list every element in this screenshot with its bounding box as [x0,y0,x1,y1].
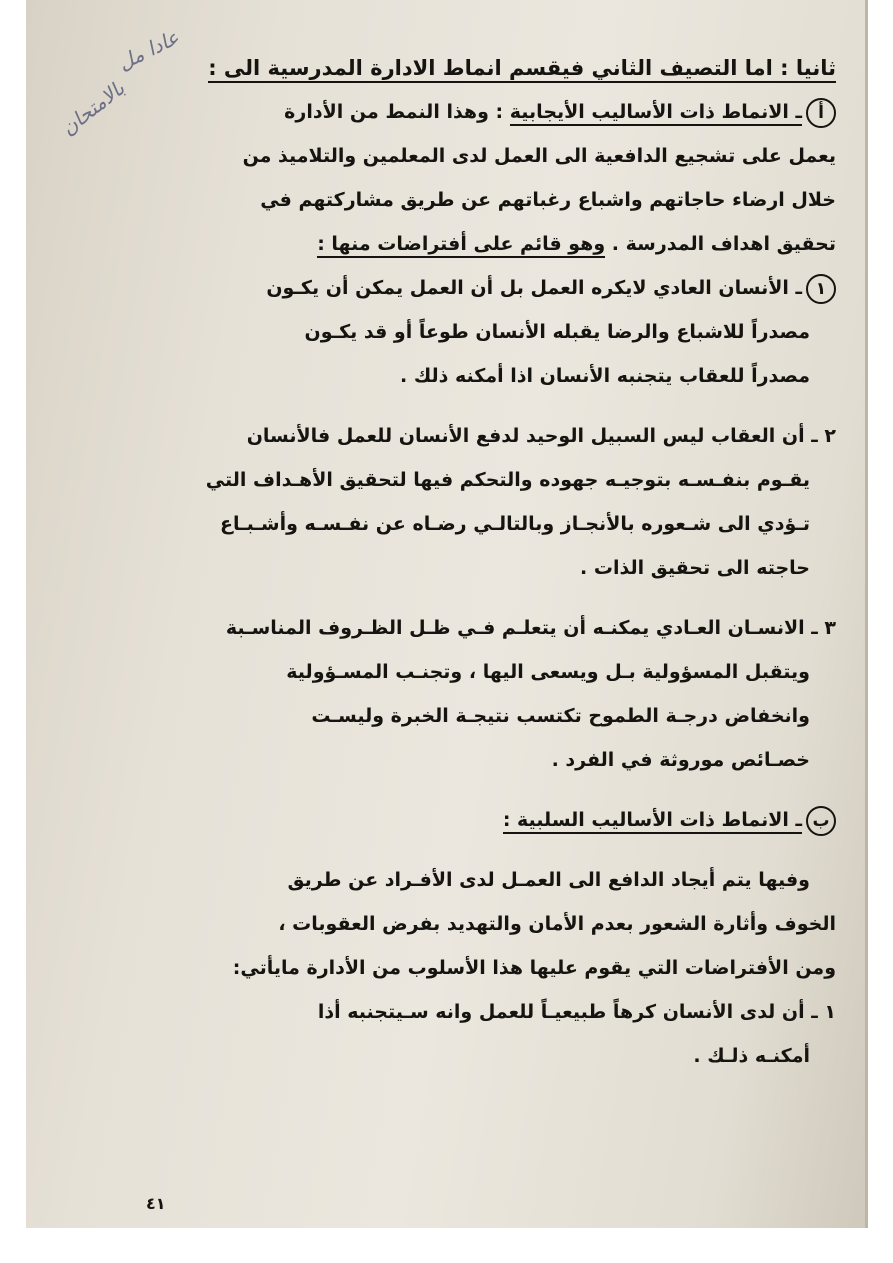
spacer [116,398,836,414]
section-b-marker: ب [806,806,836,836]
list-item-line: خصـائص موروثة في الفرد . [551,749,810,771]
list-item-marker: ١ [806,274,836,304]
spacer [116,782,836,798]
page-heading [116,46,836,90]
list-item-line: أمكنـه ذلـك . [693,1045,810,1067]
list-item-line: ويتقبل المسؤولية بـل ويسعى اليها ، وتجنـب المسـؤولية [286,661,810,683]
paragraph-line: يعمل على تشجيع الدافعية الى العمل لدى المعلمين والتلاميذ من [242,145,836,167]
paragraph-line: خلال ارضاء حاجاتهم واشباع رغباتهم عن طريق مشاركتهم في [260,189,836,211]
section-a-title: ـ الانماط ذات الأساليب الأيجابية [510,101,802,126]
page-number: ٤١ [146,1194,166,1213]
list-item-first-line [116,266,836,310]
section-b-title-line [116,798,836,842]
paragraph-line: الخوف وأثارة الشعور بعدم الأمان والتهديد بفرض العقوبات ، [278,913,836,935]
list-item-line: ٣ ـ الانسـان العـادي يمكنـه أن يتعلـم فـي ظـل الظـروف المناسـبة [225,617,836,639]
list-item-line: حاجته الى تحقيق الذات . [580,557,810,579]
scanned-page [26,0,868,1228]
list-item-line: ٢ ـ أن العقاب ليس السبيل الوحيد لدفع الأنسان للعمل فالأنسان [246,425,836,447]
section-a-marker: أ [806,98,836,128]
list-item-line: ١ ـ أن لدى الأنسان كرهاً طبيعيـاً للعمل وانه سـيتجنبه أذا [317,1001,836,1023]
page-body [116,46,836,1078]
paragraph-line-text: تحقيق اهداف المدرسة . [611,233,836,255]
list-item-line: مصدراً للعقاب يتجنبه الأنسان اذا أمكنه ذلك . [399,365,810,387]
list-item-line: مصدراً للاشباع والرضا يقبله الأنسان طوعاً أو قد يكـون [304,321,810,343]
spacer [116,590,836,606]
assumptions-lead: وهو قائم على أفتراضات منها : [317,233,605,258]
section-a-intro-tail: : وهذا النمط من الأدارة [284,101,504,123]
page-heading-text: ثانيا : اما التصيف الثاني فيقسم انماط الادارة المدرسية الى : [208,56,836,83]
handwritten-note-line: بالامتحان [56,75,130,141]
section-a-title-line [116,90,836,134]
list-item-line: وانخفاض درجـة الطموح تكتسب نتيجـة الخبرة وليسـت [311,705,810,727]
handwritten-note-line: عادا مل [114,25,183,75]
paragraph-line: ومن الأفتراضات التي يقوم عليها هذا الأسلوب من الأدارة مايأتي: [232,957,836,979]
section-b-title: ـ الانماط ذات الأساليب السلبية : [503,809,802,834]
paragraph-line [116,222,836,266]
list-item-line: تـؤدي الى شـعوره بالأنجـاز وبالتالـي رضـاه عن نفـسـه وأشـبـاع [220,513,810,535]
spacer [116,842,836,858]
paragraph-line: وفيها يتم أيجاد الدافع الى العمـل لدى الأفـراد عن طريق [287,869,810,891]
list-item-text: ـ الأنسان العادي لايكره العمل بل أن العمل يمكن أن يكـون [266,277,802,299]
list-item-line: يقـوم بنفـسـه بتوجيـه جهوده والتحكم فيها لتحقيق الأهـداف التي [205,469,810,491]
